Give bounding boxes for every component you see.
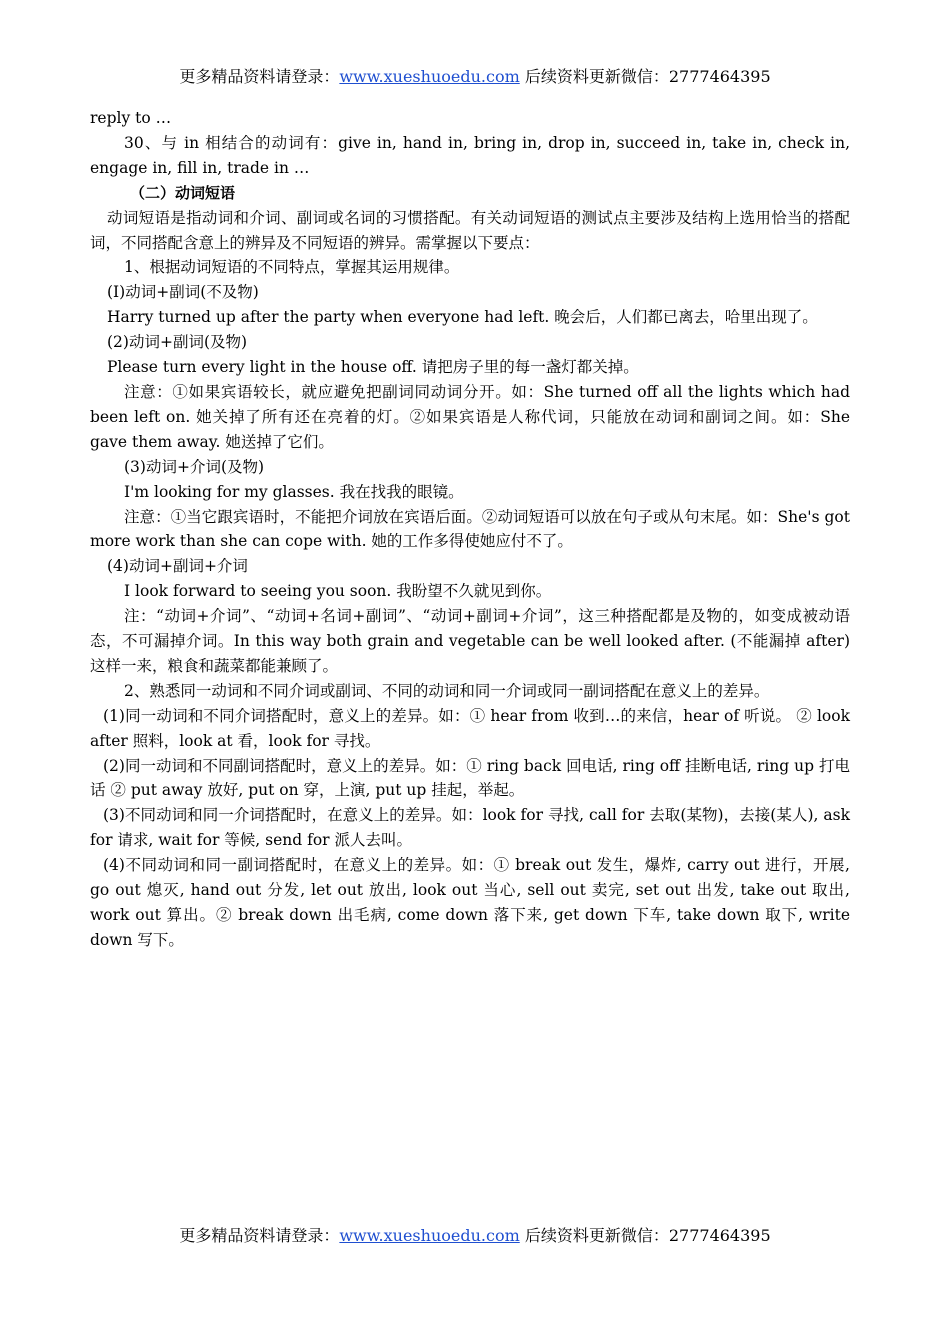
paragraph: (3)动词+介词(及物) <box>124 457 265 476</box>
paragraph: (2)同一动词和不同副词搭配时，意义上的差异。如：① ring back 回电话, ring off 挂断电话, ring up 打电话 ② put away 放好, put on 穿，上演, put up 挂起，举起。 <box>90 756 850 800</box>
paragraph: (4)动词+副词+介词 <box>107 557 248 576</box>
footer-prefix: 更多精品资料请登录： <box>179 1226 340 1245</box>
footer-suffix: 后续资料更新微信：2777464395 <box>524 1226 771 1245</box>
paragraph: (3)不同动词和同一介词搭配时，在意义上的差异。如：look for 寻找, call for 去取(某物)，去接(某人), ask for 请求, wait for 等候, send for 派人去叫。 <box>90 806 850 850</box>
paragraph: Please turn every light in the house off. 请把房子里的每一盏灯都关掉。 <box>107 358 639 377</box>
section-heading: （二）动词短语 <box>130 183 236 202</box>
paragraph: 1、根据动词短语的不同特点，掌握其运用规律。 <box>124 258 460 277</box>
document-body <box>90 106 850 953</box>
paragraph: I'm looking for my glasses. 我在找我的眼镜。 <box>124 482 464 501</box>
paragraph: (4)不同动词和同一副词搭配时，在意义上的差异。如：① break out 发生，爆炸, carry out 进行，开展, go out 熄灭, hand out 分发, let out 放出, look out 当心, sell out 卖完, set out 出发, take out 取出, work out 算出。② break down 出毛病, come down 落下来, get down 下车, take down 取下, write down 写下。 <box>90 856 850 949</box>
paragraph: 动词短语是指动词和介词、副词或名词的习惯搭配。有关动词短语的测试点主要涉及结构上选用恰当的搭配词，不同搭配含意上的辨异及不同短语的辨异。需掌握以下要点： <box>90 208 850 252</box>
paragraph: 注意：①如果宾语较长，就应避免把副词同动词分开。如：She turned off all the lights which had been left on. 她关掉了所有还在亮着的灯。②如果宾语是人称代词，只能放在动词和副词之间。如：She gave them away. 她送掉了它们。 <box>90 382 850 451</box>
paragraph: reply to … <box>90 109 172 127</box>
paragraph: 30、与 in 相结合的动词有：give in, hand in, bring in, drop in, succeed in, take in, check in, engage in, fill in, trade in … <box>90 133 850 177</box>
header-prefix: 更多精品资料请登录： <box>179 67 340 86</box>
header-link[interactable]: www.xueshuoedu.com <box>339 67 520 86</box>
header-suffix: 后续资料更新微信：2777464395 <box>524 67 771 86</box>
page-header <box>0 67 950 87</box>
paragraph: 2、熟悉同一动词和不同介词或副词、不同的动词和同一介词或同一副词搭配在意义上的差异。 <box>124 681 770 700</box>
paragraph: 注：“动词+介词”、“动词+名词+副词”、“动词+副词+介词”，这三种搭配都是及物的，如变成被动语态，不可漏掉介词。In this way both grain and vegetable can be well looked after. (不能漏掉 after) 这样一来，粮食和蔬菜都能兼顾了。 <box>90 607 850 675</box>
paragraph: (I)动词+副词(不及物) <box>107 283 259 302</box>
paragraph: (1)同一动词和不同介词搭配时，意义上的差异。如：① hear from 收到…的来信，hear of 听说。 ② look after 照料，look at 看，look for 寻找。 <box>90 706 850 750</box>
paragraph: I look forward to seeing you soon. 我盼望不久就见到你。 <box>124 582 552 601</box>
footer-link[interactable]: www.xueshuoedu.com <box>339 1226 520 1245</box>
paragraph: Harry turned up after the party when everyone had left. 晚会后，人们都已离去，哈里出现了。 <box>107 308 818 327</box>
paragraph: 注意：①当它跟宾语时，不能把介词放在宾语后面。②动词短语可以放在句子或从句末尾。如：She's got more work than she can cope with. 她的工作多得使她应付不了。 <box>90 507 850 551</box>
page-footer <box>0 1226 950 1246</box>
paragraph: (2)动词+副词(及物) <box>107 333 248 352</box>
